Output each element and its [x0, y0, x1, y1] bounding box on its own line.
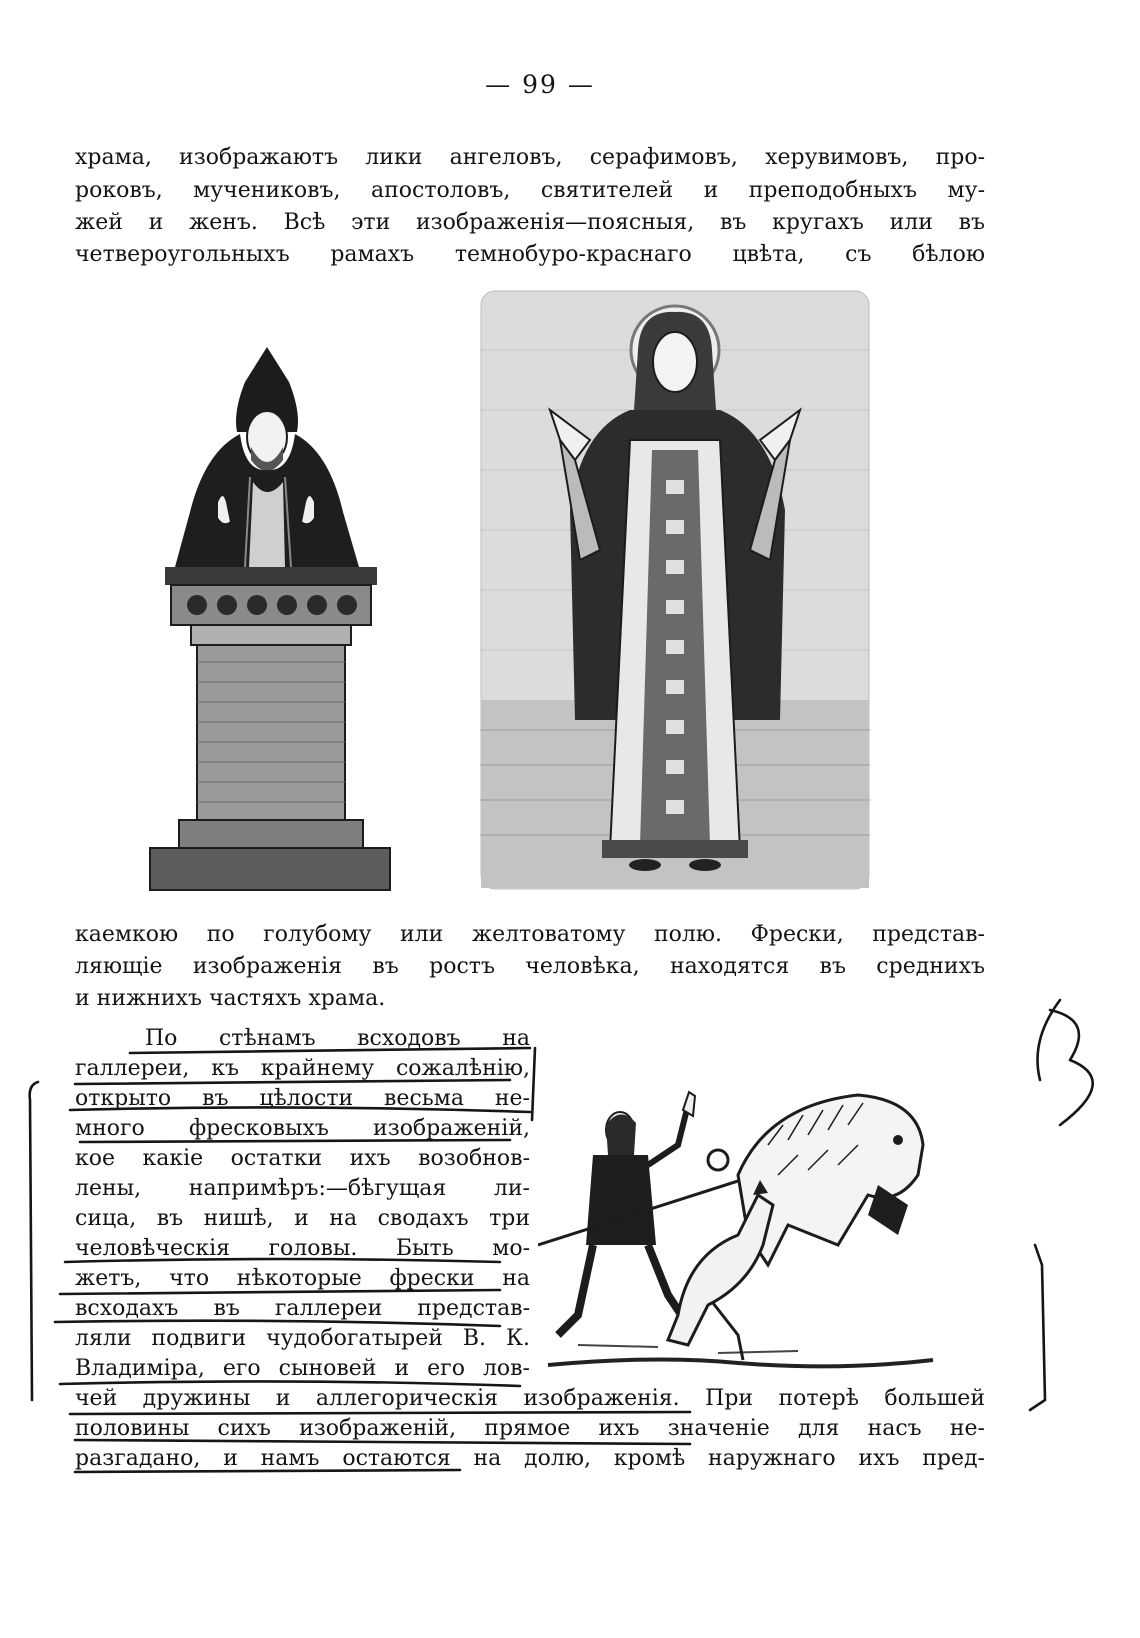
text-line: кое какіе остатки ихъ возобнов-: [75, 1146, 530, 1171]
text-line: четвероугольныхъ рамахъ темнобуро-краснаго цвѣта, съ бѣлою: [75, 242, 985, 267]
text-line: роковъ, мучениковъ, апостоловъ, святителей и преподобныхъ му-: [75, 178, 985, 203]
text-line: половины сихъ изображеній, прямое ихъ значеніе для насъ не-: [75, 1416, 985, 1441]
text-line: всходахъ въ галлереи представ-: [75, 1296, 530, 1321]
text-line: чей дружины и аллегорическія изображенія. При потерѣ большей: [75, 1386, 985, 1411]
text-line: много фресковыхъ изображеній,: [75, 1116, 530, 1141]
text-line: лены, напримѣръ:—бѣгущая ли-: [75, 1176, 530, 1201]
text-line: По стѣнамъ всходовъ на: [145, 1026, 530, 1051]
text-line: жей и женъ. Всѣ эти изображенія—поясныя, въ кругахъ или въ: [75, 210, 985, 235]
text-line: каемкою по голубому или желтоватому полю. Фрески, представ-: [75, 922, 985, 947]
text-line: открыто въ цѣлости весьма не-: [75, 1086, 530, 1111]
text-line: храма, изображаютъ лики ангеловъ, серафимовъ, херувимовъ, про-: [75, 145, 985, 170]
text-line: и нижнихъ частяхъ храма.: [75, 986, 386, 1011]
text-line: ляли подвиги чудобогатырей В. К.: [75, 1326, 530, 1351]
text-line: галлереи, къ крайнему сожалѣнію,: [75, 1056, 530, 1081]
page-number: — 99 —: [485, 70, 595, 99]
text-line: жетъ, что нѣкоторые фрески на: [75, 1266, 530, 1291]
text-line: разгадано, и намъ остаются на долю, кромѣ наружнаго ихъ пред-: [75, 1446, 985, 1471]
text-line: Владиміра, его сыновей и его лов-: [75, 1356, 530, 1381]
text-line: человѣческія головы. Быть мо-: [75, 1236, 530, 1261]
text-line: сица, въ нишѣ, и на сводахъ три: [75, 1206, 530, 1231]
text-line: ляющіе изображенія въ ростъ человѣка, находятся въ среднихъ: [75, 954, 985, 979]
